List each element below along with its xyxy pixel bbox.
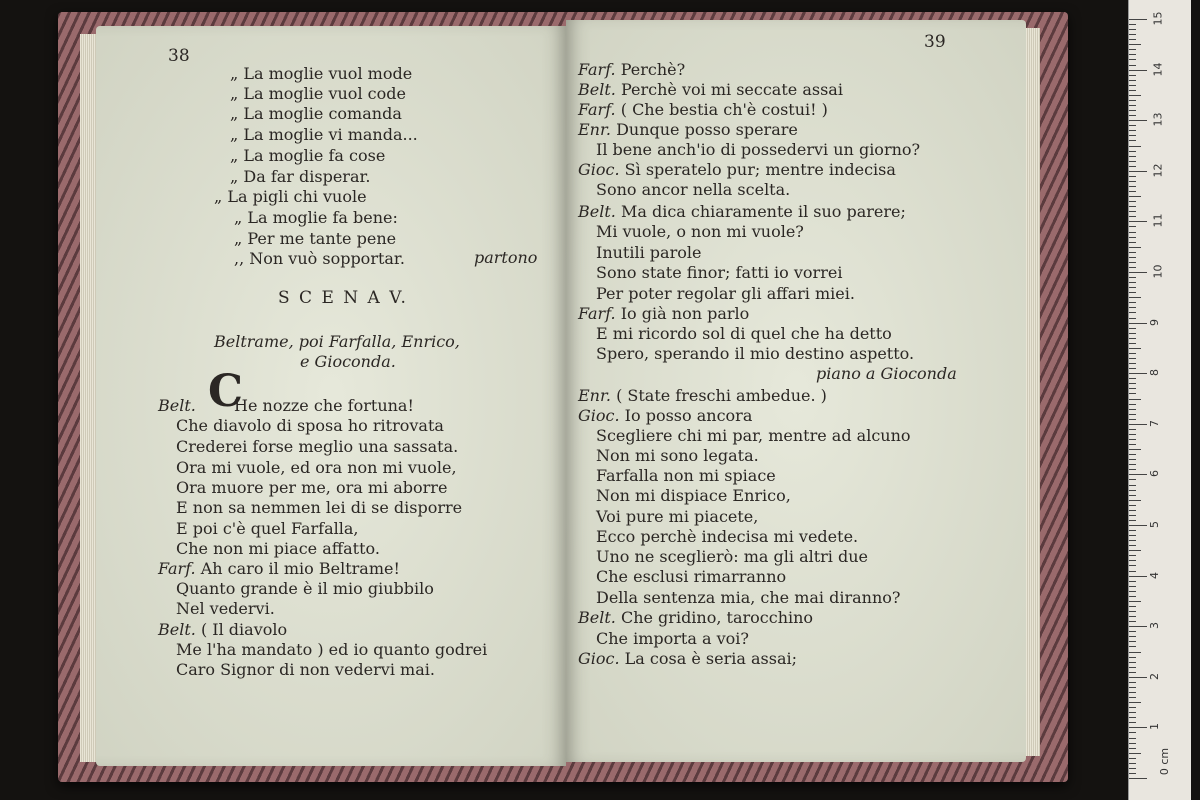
scene-title: S C E N A V. xyxy=(278,288,408,308)
ruler-tick xyxy=(1129,221,1147,222)
ruler-tick xyxy=(1129,156,1136,157)
dialogue-line: Voi pure mi piacete, xyxy=(596,507,759,526)
scene-characters: Beltrame, poi Farfalla, Enrico, xyxy=(214,332,460,351)
dialogue-line: Scegliere chi mi par, mentre ad alcuno xyxy=(596,426,911,445)
ruler-tick xyxy=(1129,191,1136,192)
ruler-tick xyxy=(1129,439,1136,440)
dialogue-line: Non mi dispiace Enrico, xyxy=(596,486,791,505)
ruler-tick xyxy=(1129,75,1136,76)
ruler-tick xyxy=(1129,606,1136,607)
ruler-tick xyxy=(1129,748,1136,749)
dialogue-line: Uno ne sceglierò: ma gli altri due xyxy=(596,547,869,566)
ruler-tick xyxy=(1129,768,1136,769)
ruler-tick xyxy=(1129,419,1136,420)
ruler-tick xyxy=(1129,485,1136,486)
page-number-left: 38 xyxy=(168,46,190,66)
ruler-number: 9 xyxy=(1148,318,1161,326)
ruler-tick xyxy=(1129,611,1136,612)
ruler-tick xyxy=(1129,161,1136,162)
ruler-tick xyxy=(1129,662,1136,663)
stage-direction: piano a Gioconda xyxy=(816,364,957,383)
ruler-tick xyxy=(1129,565,1136,566)
measurement-ruler xyxy=(1128,0,1191,800)
ruler-tick xyxy=(1129,181,1136,182)
ruler-tick xyxy=(1129,672,1136,673)
left-page-edge xyxy=(80,34,96,762)
ruler-tick xyxy=(1129,252,1136,253)
ruler-tick xyxy=(1129,677,1147,678)
ruler-tick xyxy=(1129,596,1136,597)
ruler-tick xyxy=(1129,257,1136,258)
ruler-tick xyxy=(1129,626,1147,627)
dialogue-line: Sono ancor nella scelta. xyxy=(596,180,791,199)
ruler-number: 8 xyxy=(1148,369,1161,377)
ruler-tick xyxy=(1129,90,1136,91)
ruler-tick xyxy=(1129,641,1136,642)
ruler-tick xyxy=(1129,510,1136,511)
dialogue-line: Enr. Dunque posso sperare xyxy=(578,120,798,139)
ruler-tick xyxy=(1129,171,1147,172)
ruler-tick xyxy=(1129,378,1136,379)
dialogue-line: Ora muore per me, ora mi aborre xyxy=(176,478,448,497)
ruler-tick xyxy=(1129,490,1136,491)
ruler-tick xyxy=(1129,545,1136,546)
dialogue-line: Ecco perchè indecisa mi vedete. xyxy=(596,527,859,546)
ruler-tick xyxy=(1129,469,1136,470)
verse-line: „ Da far disperar. xyxy=(230,167,371,186)
ruler-number: 12 xyxy=(1151,163,1165,178)
right-page xyxy=(566,20,1026,762)
ruler-tick xyxy=(1129,115,1136,116)
ruler-tick xyxy=(1129,571,1136,572)
ruler-tick xyxy=(1129,555,1136,556)
ruler-tick xyxy=(1129,692,1136,693)
ruler-tick xyxy=(1129,591,1136,592)
dialogue-line: Enr. ( State freschi ambedue. ) xyxy=(578,386,827,405)
dialogue-line: Belt. Che gridino, tarocchino xyxy=(578,608,814,627)
ruler-tick xyxy=(1129,307,1136,308)
ruler-tick xyxy=(1129,621,1136,622)
ruler-number: 11 xyxy=(1151,213,1165,228)
ruler-number: 4 xyxy=(1148,571,1161,579)
ruler-tick xyxy=(1129,333,1136,334)
ruler-tick xyxy=(1129,65,1136,66)
ruler-tick xyxy=(1129,247,1141,248)
ruler-tick xyxy=(1129,520,1136,521)
ruler-tick xyxy=(1129,196,1141,197)
ruler-tick xyxy=(1129,277,1136,278)
ruler-tick xyxy=(1129,479,1136,480)
ruler-tick xyxy=(1129,459,1136,460)
dialogue-line: Crederei forse meglio una sassata. xyxy=(176,437,459,456)
dialogue-line: Belt. He nozze che fortuna! xyxy=(158,396,414,415)
ruler-tick xyxy=(1129,282,1136,283)
ruler-tick xyxy=(1129,449,1141,450)
ruler-tick xyxy=(1129,135,1136,136)
verse-line: „ La moglie fa bene: xyxy=(234,208,398,227)
dialogue-line: Farf. ( Che bestia ch'è costui! ) xyxy=(578,100,828,119)
dialogue-line: Della sentenza mia, che mai diranno? xyxy=(596,588,901,607)
scene-characters: e Gioconda. xyxy=(300,352,396,371)
ruler-tick xyxy=(1129,424,1147,425)
ruler-tick xyxy=(1129,702,1141,703)
dialogue-line: Mi vuole, o non mi vuole? xyxy=(596,222,804,241)
ruler-tick xyxy=(1129,318,1136,319)
ruler-tick xyxy=(1129,59,1136,60)
ruler-tick xyxy=(1129,363,1136,364)
ruler-tick xyxy=(1129,667,1136,668)
ruler-tick xyxy=(1129,39,1136,40)
dialogue-line: Me l'ha mandato ) ed io quanto godrei xyxy=(176,640,488,659)
ruler-tick xyxy=(1129,550,1141,551)
ruler-tick xyxy=(1129,576,1147,577)
ruler-tick xyxy=(1129,631,1136,632)
ruler-tick xyxy=(1129,343,1136,344)
ruler-tick xyxy=(1129,211,1136,212)
ruler-tick xyxy=(1129,707,1136,708)
ruler-tick xyxy=(1129,85,1136,86)
verse-line: ,, Non vuò sopportar. xyxy=(234,249,405,268)
ruler-tick xyxy=(1129,515,1136,516)
ruler-tick xyxy=(1129,328,1136,329)
ruler-tick xyxy=(1129,368,1136,369)
dialogue-line: Belt. Perchè voi mi seccate assai xyxy=(578,80,843,99)
verse-line: „ La moglie comanda xyxy=(230,104,402,123)
ruler-tick xyxy=(1129,646,1136,647)
ruler-tick xyxy=(1129,95,1141,96)
ruler-tick xyxy=(1129,312,1136,313)
ruler-tick xyxy=(1129,778,1147,779)
dialogue-line: Farf. Perchè? xyxy=(578,60,686,79)
dialogue-line: Belt. ( Il diavolo xyxy=(158,620,288,639)
dialogue-line: Non mi sono legata. xyxy=(596,446,759,465)
ruler-tick xyxy=(1129,773,1136,774)
ruler-tick xyxy=(1129,535,1136,536)
dialogue-line: Belt. Ma dica chiaramente il suo parere; xyxy=(578,202,906,221)
verse-line: „ La moglie fa cose xyxy=(230,146,386,165)
ruler-tick xyxy=(1129,393,1136,394)
left-page xyxy=(96,26,566,766)
stage-direction: partono xyxy=(474,248,538,267)
ruler-tick xyxy=(1129,753,1141,754)
ruler-tick xyxy=(1129,601,1141,602)
ruler-zero-label: 0 cm xyxy=(1158,747,1172,776)
ruler-tick xyxy=(1129,429,1136,430)
ruler-tick xyxy=(1129,530,1136,531)
ruler-tick xyxy=(1129,348,1141,349)
ruler-tick xyxy=(1129,682,1136,683)
ruler-tick xyxy=(1129,743,1136,744)
ruler-tick xyxy=(1129,373,1147,374)
ruler-tick xyxy=(1129,54,1136,55)
ruler-tick xyxy=(1129,500,1141,501)
ruler-tick xyxy=(1129,146,1141,147)
dialogue-line: Che esclusi rimarranno xyxy=(596,567,787,586)
ruler-tick xyxy=(1129,763,1136,764)
ruler-tick xyxy=(1129,358,1136,359)
dialogue-line: Che non mi piace affatto. xyxy=(176,539,380,558)
ruler-tick xyxy=(1129,186,1136,187)
dialogue-line: Inutili parole xyxy=(596,243,702,262)
ruler-tick xyxy=(1129,388,1136,389)
dialogue-line: E mi ricordo sol di quel che ha detto xyxy=(596,324,892,343)
ruler-number: 14 xyxy=(1151,62,1165,77)
verse-line: „ Per me tante pene xyxy=(234,229,397,248)
ruler-tick xyxy=(1129,267,1136,268)
ruler-tick xyxy=(1129,287,1136,288)
ruler-tick xyxy=(1129,697,1136,698)
ruler-tick xyxy=(1129,232,1136,233)
ruler-tick xyxy=(1129,110,1136,111)
ruler-tick xyxy=(1129,414,1136,415)
ruler-tick xyxy=(1129,130,1136,131)
ruler-tick xyxy=(1129,29,1136,30)
ruler-number: 3 xyxy=(1148,622,1161,630)
ruler-number: 13 xyxy=(1151,112,1165,127)
ruler-tick xyxy=(1129,404,1136,405)
ruler-tick xyxy=(1129,434,1136,435)
ruler-tick xyxy=(1129,560,1136,561)
dialogue-line: Gioc. La cosa è seria assai; xyxy=(578,649,797,668)
ruler-tick xyxy=(1129,272,1147,273)
ruler-tick xyxy=(1129,712,1136,713)
ruler-number: 10 xyxy=(1151,264,1165,279)
ruler-tick xyxy=(1129,540,1136,541)
ruler-tick xyxy=(1129,383,1136,384)
ruler-number: 15 xyxy=(1151,11,1165,26)
ruler-tick xyxy=(1129,732,1136,733)
ruler-tick xyxy=(1129,80,1136,81)
dialogue-line: Farf. Ah caro il mio Beltrame! xyxy=(158,559,400,578)
ruler-tick xyxy=(1129,125,1136,126)
verse-line: „ La moglie vi manda... xyxy=(230,125,418,144)
ruler-tick xyxy=(1129,657,1136,658)
verse-line: „ La moglie vuol code xyxy=(230,84,406,103)
dialogue-line: Gioc. Sì speratelo pur; mentre indecisa xyxy=(578,160,896,179)
ruler-tick xyxy=(1129,586,1136,587)
page-number-right: 39 xyxy=(924,32,946,52)
ruler-tick xyxy=(1129,237,1136,238)
dialogue-line: Caro Signor di non vedervi mai. xyxy=(176,660,435,679)
ruler-tick xyxy=(1129,652,1141,653)
ruler-tick xyxy=(1129,636,1136,637)
ruler-tick xyxy=(1129,262,1136,263)
verse-line: „ La moglie vuol mode xyxy=(230,64,413,83)
ruler-tick xyxy=(1129,727,1147,728)
ruler-tick xyxy=(1129,24,1136,25)
ruler-tick xyxy=(1129,474,1147,475)
dialogue-line: Il bene anch'io di possedervi un giorno? xyxy=(596,140,921,159)
ruler-tick xyxy=(1129,44,1141,45)
dialogue-line: Farfalla non mi spiace xyxy=(596,466,776,485)
ruler-number: 1 xyxy=(1148,723,1161,731)
ruler-tick xyxy=(1129,140,1136,141)
dialogue-line: Per poter regolar gli affari miei. xyxy=(596,284,855,303)
ruler-tick xyxy=(1129,454,1136,455)
ruler-tick xyxy=(1129,758,1136,759)
ruler-tick xyxy=(1129,444,1136,445)
ruler-tick xyxy=(1129,206,1136,207)
drop-cap: C xyxy=(208,366,244,417)
ruler-tick xyxy=(1129,687,1136,688)
ruler-number: 5 xyxy=(1148,521,1161,528)
ruler-number: 7 xyxy=(1148,419,1161,427)
dialogue-line: E poi c'è quel Farfalla, xyxy=(176,519,359,538)
ruler-tick xyxy=(1129,176,1136,177)
dialogue-line: Che diavolo di sposa ho ritrovata xyxy=(176,416,444,435)
dialogue-line: Farf. Io già non parlo xyxy=(578,304,750,323)
ruler-tick xyxy=(1129,216,1136,217)
ruler-tick xyxy=(1129,495,1136,496)
ruler-tick xyxy=(1129,70,1147,71)
ruler-tick xyxy=(1129,151,1136,152)
ruler-tick xyxy=(1129,166,1136,167)
dialogue-line: Quanto grande è il mio giubbilo xyxy=(176,579,434,598)
ruler-tick xyxy=(1129,19,1147,20)
ruler-tick xyxy=(1129,120,1147,121)
ruler-tick xyxy=(1129,49,1136,50)
ruler-tick xyxy=(1129,581,1136,582)
ruler-tick xyxy=(1129,100,1136,101)
ruler-tick xyxy=(1129,105,1136,106)
ruler-tick xyxy=(1129,464,1136,465)
ruler-tick xyxy=(1129,616,1136,617)
ruler-tick xyxy=(1129,717,1136,718)
dialogue-line: Che importa a voi? xyxy=(596,629,749,648)
dialogue-line: Spero, sperando il mio destino aspetto. xyxy=(596,344,915,363)
ruler-tick xyxy=(1129,738,1136,739)
dialogue-line: E non sa nemmen lei di se disporre xyxy=(176,498,463,517)
dialogue-line: Gioc. Io posso ancora xyxy=(578,406,753,425)
dialogue-line: Ora mi vuole, ed ora non mi vuole, xyxy=(176,458,457,477)
ruler-tick xyxy=(1129,297,1141,298)
ruler-tick xyxy=(1129,323,1147,324)
ruler-tick xyxy=(1129,226,1136,227)
ruler-tick xyxy=(1129,525,1147,526)
ruler-tick xyxy=(1129,34,1136,35)
ruler-tick xyxy=(1129,409,1136,410)
dialogue-line: Sono state finor; fatti io vorrei xyxy=(596,263,843,282)
ruler-tick xyxy=(1129,242,1136,243)
ruler-tick xyxy=(1129,722,1136,723)
ruler-number: 2 xyxy=(1148,672,1161,680)
verse-line: „ La pigli chi vuole xyxy=(214,187,367,206)
ruler-number: 6 xyxy=(1148,470,1161,478)
ruler-tick xyxy=(1129,201,1136,202)
dialogue-line: Nel vedervi. xyxy=(176,599,275,618)
ruler-tick xyxy=(1129,292,1136,293)
right-page-edge xyxy=(1026,28,1040,756)
ruler-tick xyxy=(1129,399,1141,400)
ruler-tick xyxy=(1129,353,1136,354)
ruler-tick xyxy=(1129,505,1136,506)
ruler-tick xyxy=(1129,302,1136,303)
ruler-tick xyxy=(1129,338,1136,339)
